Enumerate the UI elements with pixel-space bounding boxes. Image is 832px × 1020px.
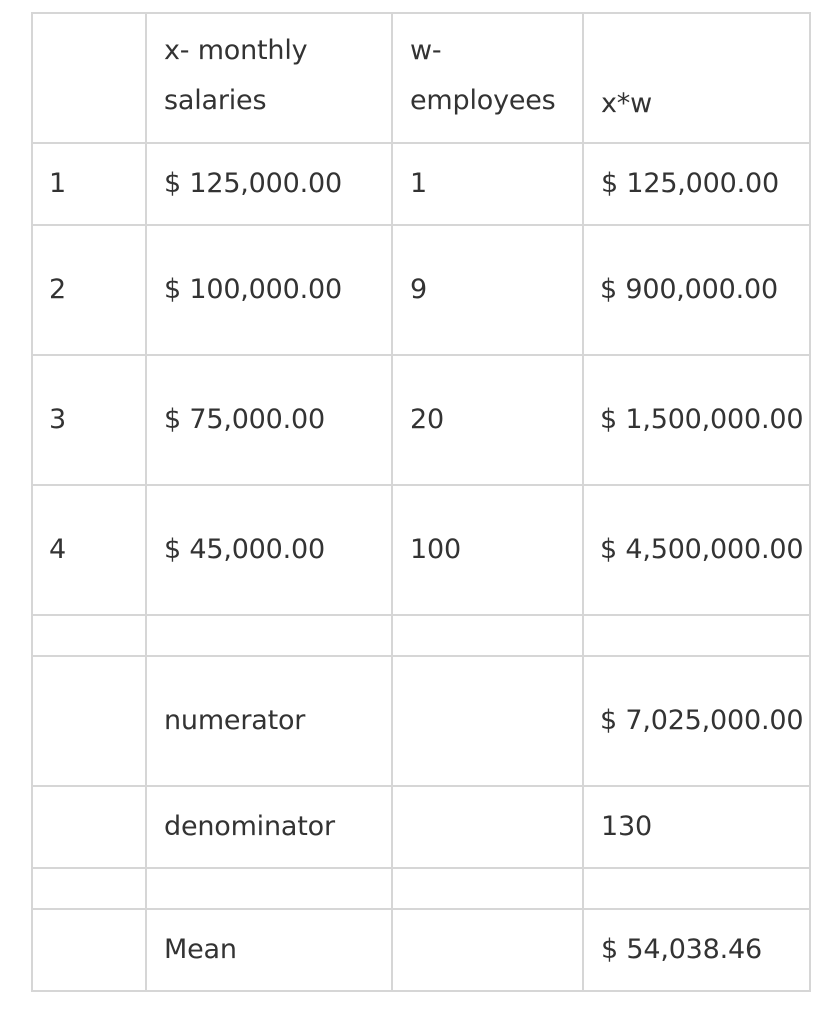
empty-cell xyxy=(146,868,392,909)
empty-cell xyxy=(392,786,583,868)
header-x-cell xyxy=(146,13,392,143)
weighted-mean-table xyxy=(31,12,811,992)
row-xw-value: $ 900,000.00 xyxy=(600,274,778,305)
mean-value: $ 54,038.46 xyxy=(583,909,810,991)
row-index-cell: 2 xyxy=(32,225,146,355)
numerator-cell xyxy=(583,656,810,786)
row-xw-cell xyxy=(583,355,810,485)
empty-cell xyxy=(32,909,146,991)
header-xw-cell xyxy=(583,13,810,143)
row-x-cell: $ 100,000.00 xyxy=(146,225,392,355)
empty-cell xyxy=(583,868,810,909)
header-xw-label: x*w xyxy=(601,88,652,119)
header-index-cell xyxy=(32,13,146,143)
header-w-cell xyxy=(392,13,583,143)
table-row xyxy=(32,355,810,485)
header-x-label: x- monthly salaries xyxy=(164,35,308,116)
empty-cell xyxy=(32,786,146,868)
empty-cell xyxy=(146,615,392,656)
row-index-cell: 4 xyxy=(32,485,146,615)
row-x-cell: $ 45,000.00 xyxy=(146,485,392,615)
numerator-label: numerator xyxy=(146,656,392,786)
header-row xyxy=(32,13,810,143)
mean-row xyxy=(32,909,810,991)
row-xw-cell xyxy=(583,485,810,615)
spacer-row xyxy=(32,615,810,656)
table-row xyxy=(32,143,810,225)
row-x-cell: $ 125,000.00 xyxy=(146,143,392,225)
empty-cell xyxy=(392,909,583,991)
denominator-label: denominator xyxy=(146,786,392,868)
table-row xyxy=(32,225,810,355)
denominator-value: 130 xyxy=(583,786,810,868)
row-xw-cell: $ 125,000.00 xyxy=(583,143,810,225)
row-w-cell: 20 xyxy=(392,355,583,485)
numerator-row xyxy=(32,656,810,786)
empty-cell xyxy=(32,868,146,909)
mean-label: Mean xyxy=(146,909,392,991)
row-xw-cell xyxy=(583,225,810,355)
table-row xyxy=(32,485,810,615)
empty-cell xyxy=(583,615,810,656)
spacer-row xyxy=(32,868,810,909)
header-w-label: w- employees xyxy=(410,35,556,116)
empty-cell xyxy=(392,615,583,656)
empty-cell xyxy=(392,868,583,909)
numerator-value: $ 7,025,000.00 xyxy=(600,705,804,736)
row-w-cell: 9 xyxy=(392,225,583,355)
empty-cell xyxy=(32,656,146,786)
row-x-cell: $ 75,000.00 xyxy=(146,355,392,485)
row-w-cell: 100 xyxy=(392,485,583,615)
row-w-cell: 1 xyxy=(392,143,583,225)
row-index-cell: 3 xyxy=(32,355,146,485)
row-xw-value: $ 4,500,000.00 xyxy=(600,534,804,565)
denominator-row xyxy=(32,786,810,868)
empty-cell xyxy=(32,615,146,656)
empty-cell xyxy=(392,656,583,786)
row-index-cell: 1 xyxy=(32,143,146,225)
row-xw-value: $ 1,500,000.00 xyxy=(600,404,804,435)
